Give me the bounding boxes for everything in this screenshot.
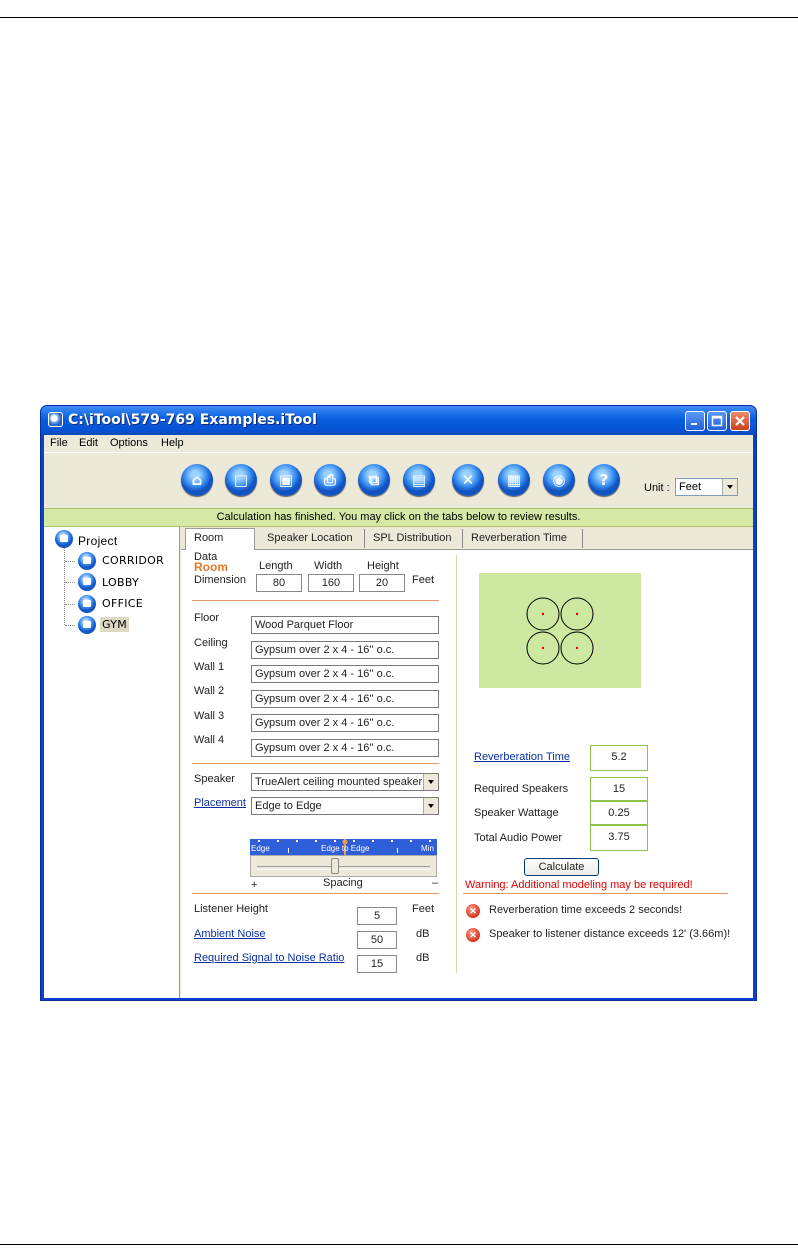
minimize-icon [689, 415, 701, 427]
wall1-material-field[interactable]: Gypsum over 2 x 4 - 16'' o.c. [251, 665, 439, 683]
total-audio-power-label: Total Audio Power [474, 832, 563, 844]
home-icon: ⌂ [191, 471, 203, 489]
length-input[interactable]: 80 [256, 574, 302, 592]
project-tree [44, 527, 180, 998]
listener-height-input[interactable]: 5 [357, 907, 397, 925]
speaker-wattage-value: 0.25 [590, 801, 648, 825]
help-icon: ? [599, 471, 609, 489]
room-icon [78, 595, 96, 613]
warning-text: Warning: Additional modeling may be required! [465, 879, 693, 891]
main-panel [181, 527, 753, 998]
required-speakers-value: 15 [590, 777, 648, 801]
tree-label-office: OFFICE [102, 597, 143, 610]
title-bar[interactable] [41, 406, 756, 435]
listener-height-unit: Feet [412, 903, 435, 915]
speaker-value: TrueAlert ceiling mounted speaker [255, 776, 423, 788]
placement-link[interactable]: Placement [194, 797, 246, 809]
print-button[interactable] [314, 464, 346, 496]
snr-input[interactable]: 15 [357, 955, 397, 973]
divider [192, 893, 439, 894]
divider [463, 893, 728, 894]
tree-label-gym: GYM [102, 618, 128, 631]
speaker-wattage-label: Speaker Wattage [474, 807, 559, 819]
tree-connector [65, 582, 75, 583]
spacing-slider[interactable] [250, 855, 437, 877]
snr-link[interactable]: Required Signal to Noise Ratio [194, 952, 345, 964]
room-icon [78, 616, 96, 634]
spacing-label: Spacing [323, 877, 363, 889]
tab-speaker-location[interactable]: Speaker Location [259, 529, 365, 548]
wall4-label: Wall 4 [194, 734, 225, 746]
paste-button[interactable] [403, 464, 435, 496]
menu-edit[interactable]: Edit [79, 437, 98, 449]
tree-connector [64, 543, 65, 625]
unit-value: Feet [679, 481, 702, 493]
app-icon [48, 412, 63, 427]
room-icon [78, 552, 96, 570]
wall3-label: Wall 3 [194, 710, 225, 722]
required-speakers-label: Required Speakers [474, 783, 569, 795]
report-button[interactable] [498, 464, 530, 496]
copy-icon: ⧉ [368, 471, 380, 489]
wall2-material-field[interactable]: Gypsum over 2 x 4 - 16'' o.c. [251, 690, 439, 708]
delete-icon: ✕ [461, 471, 475, 489]
chevron-down-icon[interactable] [722, 479, 737, 495]
dimension-label: Dimension [194, 574, 246, 586]
error-icon [466, 928, 480, 942]
scale-label-min: Min [421, 844, 434, 853]
save-button[interactable] [270, 464, 302, 496]
delete-button[interactable] [452, 464, 484, 496]
spacing-minus: – [432, 877, 439, 889]
scale-label-edge-to-edge: Edge to Edge [321, 844, 370, 853]
slider-thumb[interactable] [331, 858, 339, 874]
room-preview [479, 573, 641, 688]
listener-height-label: Listener Height [194, 903, 268, 915]
web-icon: ◉ [552, 471, 566, 489]
tree-connector [65, 604, 75, 605]
divider [192, 763, 439, 764]
dimension-unit: Feet [412, 574, 435, 586]
panel-divider [456, 555, 457, 973]
wall2-label: Wall 2 [194, 685, 225, 697]
width-input[interactable]: 160 [308, 574, 354, 592]
total-audio-power-value: 3.75 [590, 825, 648, 851]
room-heading: Room [194, 560, 228, 574]
spacing-scale [250, 839, 437, 855]
wall3-material-field[interactable]: Gypsum over 2 x 4 - 16'' o.c. [251, 714, 439, 732]
minimize-button[interactable] [685, 411, 705, 431]
save-icon: ▣ [278, 471, 294, 489]
tree-label-lobby: LOBBY [102, 576, 140, 589]
ceiling-label: Ceiling [194, 637, 228, 649]
speaker-coverage-diagram [479, 573, 641, 688]
speaker-select[interactable] [251, 773, 439, 791]
house-icon: □ [233, 471, 249, 489]
page-top-rule [0, 17, 798, 18]
report-icon: ▦ [506, 471, 522, 489]
reverberation-time-link[interactable]: Reverberation Time [474, 751, 570, 763]
tree-label-corridor: CORRIDOR [102, 554, 165, 567]
maximize-button[interactable] [707, 411, 727, 431]
home-button[interactable] [181, 464, 213, 496]
menu-help[interactable]: Help [161, 437, 184, 449]
snr-unit: dB [416, 952, 430, 964]
web-button[interactable] [543, 464, 575, 496]
calculate-button[interactable]: Calculate [524, 858, 599, 876]
wall1-label: Wall 1 [194, 661, 225, 673]
placement-value: Edge to Edge [255, 800, 322, 812]
maximize-icon [711, 415, 723, 427]
scale-label-edge: Edge [251, 844, 270, 853]
tab-bar [181, 527, 753, 563]
ambient-noise-unit: dB [416, 928, 430, 940]
width-label: Width [314, 560, 343, 572]
warning-message-reverb: Reverberation time exceeds 2 seconds! [489, 904, 683, 916]
window-title: C:\iTool\579-769 Examples.iTool [68, 412, 317, 428]
room-icon [78, 573, 96, 591]
floor-material-field[interactable]: Wood Parquet Floor [251, 616, 439, 634]
tab-spl-distribution[interactable]: SPL Distribution [365, 529, 463, 548]
divider [192, 600, 439, 601]
close-icon [734, 415, 746, 427]
toolbar [44, 452, 753, 508]
tree-connector [65, 561, 75, 562]
print-icon: ⎙ [323, 471, 336, 489]
unit-label: Unit : [644, 482, 670, 494]
project-icon [55, 530, 73, 548]
ceiling-material-field[interactable]: Gypsum over 2 x 4 - 16'' o.c. [251, 641, 439, 659]
status-message: Calculation has finished. You may click on the tabs below to review results. [44, 508, 753, 527]
speaker-label: Speaker [194, 773, 235, 785]
error-icon [466, 904, 480, 918]
menu-options[interactable]: Options [110, 437, 148, 449]
tab-reverberation-time[interactable]: Reverberation Time [463, 529, 583, 548]
spacing-plus: + [251, 879, 258, 891]
menu-bar [44, 435, 753, 452]
height-label: Height [367, 560, 399, 572]
chevron-down-icon[interactable] [423, 774, 438, 790]
app-window [40, 405, 757, 1001]
reverberation-time-value: 5.2 [590, 745, 648, 771]
menu-file[interactable]: File [50, 437, 68, 449]
tree-connector [65, 625, 75, 626]
copy-button[interactable] [358, 464, 390, 496]
tab-room-data[interactable]: Room Data [185, 528, 255, 550]
chevron-down-icon[interactable] [423, 798, 438, 814]
wall4-material-field[interactable]: Gypsum over 2 x 4 - 16'' o.c. [251, 739, 439, 757]
tree-label-project: Project [78, 534, 118, 548]
page-bottom-rule [0, 1244, 798, 1245]
paste-icon: ▤ [411, 471, 427, 489]
floor-label: Floor [194, 612, 220, 624]
room-button[interactable] [225, 464, 257, 496]
placement-select[interactable] [251, 797, 439, 815]
warning-message-distance: Speaker to listener distance exceeds 12' (3.66m)! [489, 928, 731, 940]
window-client [44, 435, 753, 998]
close-button[interactable] [730, 411, 750, 431]
unit-select[interactable] [675, 478, 738, 496]
ambient-noise-link[interactable]: Ambient Noise [194, 928, 266, 940]
slider-track [257, 866, 430, 870]
height-input[interactable]: 20 [359, 574, 405, 592]
ambient-noise-input[interactable]: 50 [357, 931, 397, 949]
length-label: Length [259, 560, 293, 572]
help-button[interactable] [588, 464, 620, 496]
